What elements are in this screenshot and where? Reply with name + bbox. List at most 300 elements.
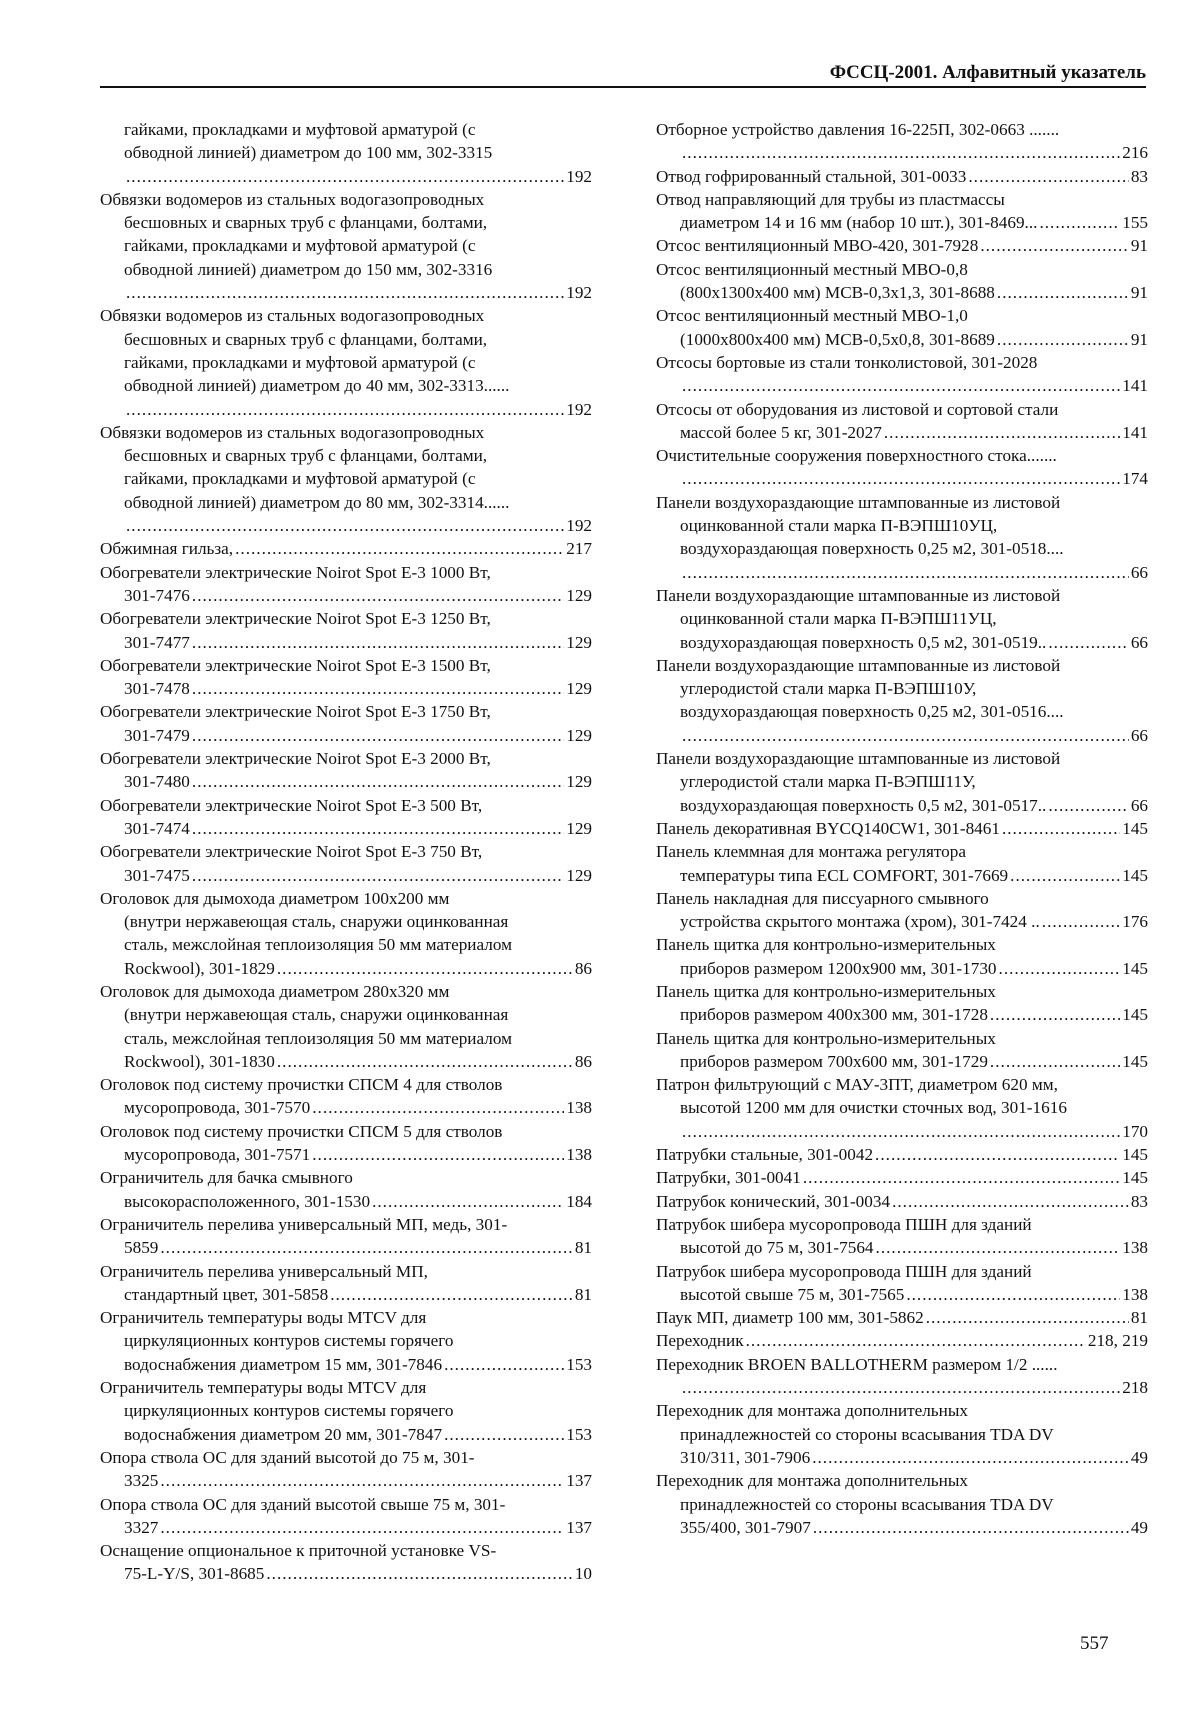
index-entry-line [100, 864, 592, 887]
index-entry [656, 1353, 1148, 1400]
entry-text: воздухораздающая поверхность 0,25 м2, 301-0516.... [680, 702, 1064, 722]
entry-text: Патрубки, 301-0041 [656, 1168, 801, 1188]
entry-text: массой более 5 кг, 301-2027 [680, 422, 882, 442]
index-entry [656, 584, 1148, 654]
index-entry [656, 747, 1148, 817]
index-entry [100, 1493, 592, 1540]
index-entry [656, 165, 1148, 188]
dot-leader [444, 1423, 564, 1446]
entry-text: Опора ствола ОС для зданий высотой до 75 м, 301- [100, 1447, 475, 1467]
entry-text: 301-7475 [124, 865, 190, 885]
entry-page-ref: 66 [1130, 725, 1148, 745]
index-entry-line [656, 281, 1148, 304]
entry-text: Отсос вентиляционный местный МВО-0,8 [656, 259, 968, 279]
index-entry-line [656, 1516, 1148, 1539]
index-entry-line [656, 840, 1148, 863]
index-entry-line [656, 980, 1148, 1003]
entry-page-ref: 81 [1130, 1308, 1148, 1328]
entry-page-ref: 174 [1122, 469, 1148, 489]
index-entry-line [100, 328, 592, 351]
dot-leader [968, 165, 1128, 188]
index-entry-line [656, 211, 1148, 234]
index-entry-line [656, 141, 1148, 164]
entry-page-ref: 66 [1130, 562, 1148, 582]
dot-leader [1042, 910, 1120, 933]
entry-page-ref: 137 [566, 1471, 592, 1491]
dot-leader [444, 1353, 564, 1376]
entry-text: Ограничитель температуры воды MTCV для [100, 1378, 427, 1398]
index-entry-line [100, 1399, 592, 1422]
index-entry [100, 794, 592, 841]
index-entry [656, 1399, 1148, 1469]
index-entry [100, 421, 592, 537]
entry-page-ref: 192 [566, 516, 592, 536]
index-entry-line [656, 118, 1148, 141]
index-entry [100, 840, 592, 887]
index-entry [656, 654, 1148, 747]
index-entry-line [100, 561, 592, 584]
entry-text: Переходник для монтажа дополнительных [656, 1401, 968, 1421]
index-entry [100, 1213, 592, 1260]
entry-text: Панели воздухораздающие штампованные из листовой [656, 492, 1061, 512]
index-entry-line [656, 304, 1148, 327]
index-entry-line [656, 165, 1148, 188]
index-entry-line [100, 1096, 592, 1119]
index-entry [656, 118, 1148, 165]
index-entry [100, 1446, 592, 1493]
entry-text: Отборное устройство давления 16-225П, 302-0663 ....... [656, 120, 1060, 139]
dot-leader [990, 1050, 1120, 1073]
index-entry [100, 747, 592, 794]
index-entry [100, 118, 592, 188]
entry-text: 75-L-Y/S, 301-8685 [124, 1564, 265, 1584]
index-entry-line [656, 421, 1148, 444]
entry-text: Панели воздухораздающие штампованные из листовой [656, 749, 1061, 769]
entry-text: Панель щитка для контрольно-измерительных [656, 1028, 996, 1048]
dot-leader [980, 234, 1129, 257]
entry-text: гайками, прокладками и муфтовой арматурой (с [124, 236, 476, 256]
entry-text: сталь, межслойная теплоизоляция 50 мм материалом [124, 935, 512, 955]
entry-text: 301-7477 [124, 632, 190, 652]
index-entry-line [100, 258, 592, 281]
entry-page-ref: 141 [1122, 376, 1148, 396]
index-entry-line [656, 1073, 1148, 1096]
entry-page-ref: 91 [1130, 329, 1148, 349]
entry-page-ref: 81 [574, 1238, 592, 1258]
entry-text: бесшовных и сварных труб с фланцами, болтами, [124, 446, 488, 466]
entry-text: воздухораздающая поверхность 0,25 м2, 301-0518.... [680, 539, 1064, 559]
entry-page-ref: 192 [566, 399, 592, 419]
entry-text: (внутри нержавеющая сталь, снаружи оцинкованная [124, 912, 509, 932]
entry-page-ref: 218, 219 [1087, 1331, 1148, 1351]
entry-text: гайками, прокладками и муфтовой арматурой (с [124, 469, 476, 489]
index-entry [656, 980, 1148, 1027]
entry-text: обводной линией) диаметром до 100 мм, 302-3315 [124, 143, 493, 163]
entry-text: Очистительные сооружения поверхностного стока....... [656, 446, 1057, 466]
index-entry-line [656, 794, 1148, 817]
entry-text: высокорасположенного, 301-1530 [124, 1191, 371, 1211]
index-entry-line [100, 770, 592, 793]
index-entry [656, 933, 1148, 980]
entry-text: 355/400, 301-7907 [680, 1517, 811, 1537]
index-entry-line [656, 374, 1148, 397]
dot-leader [126, 281, 564, 304]
entry-text: Патрубок конический, 301-0034 [656, 1191, 891, 1211]
entry-page-ref: 170 [1122, 1121, 1148, 1141]
entry-page-ref: 129 [566, 818, 592, 838]
index-entry [656, 1306, 1148, 1329]
index-entry-line [100, 1027, 592, 1050]
entry-text: Обвязки водомеров из стальных водогазопроводных [100, 422, 485, 442]
entry-text: Обвязки водомеров из стальных водогазопроводных [100, 189, 485, 209]
index-entry-line [100, 1283, 592, 1306]
index-entry-line [100, 584, 592, 607]
entry-text: Отсос вентиляционный МВО-420, 301-7928 [656, 236, 979, 256]
entry-text: 301-7478 [124, 679, 190, 699]
index-entry-line [100, 188, 592, 211]
entry-text: 301-7480 [124, 772, 190, 792]
entry-text: температуры типа ECL COMFORT, 301-7669 [680, 865, 1009, 885]
index-entry-line [100, 1423, 592, 1446]
entry-text: Обвязки водомеров из стальных водогазопроводных [100, 306, 485, 326]
entry-text: Обогреватели электрические Noirot Spot E-3 1500 Вт, [100, 655, 491, 675]
dot-leader [1039, 211, 1120, 234]
dot-leader [160, 1516, 564, 1539]
index-entry-line [656, 1306, 1148, 1329]
entry-page-ref: 129 [566, 772, 592, 792]
index-entry-line [656, 1423, 1148, 1446]
dot-leader [997, 328, 1129, 351]
entry-text: 3325 [124, 1471, 159, 1491]
index-entry-line [656, 1027, 1148, 1050]
index-column-right [656, 118, 1148, 1539]
index-entry-line [100, 1516, 592, 1539]
entry-text: Панель декоративная BYCQ140CW1, 301-8461 [656, 818, 1000, 838]
index-entry-line [100, 467, 592, 490]
index-entry-line [656, 1260, 1148, 1283]
entry-page-ref: 216 [1122, 143, 1148, 163]
index-entry-line [656, 957, 1148, 980]
index-entry [656, 444, 1148, 491]
entry-page-ref: 176 [1122, 912, 1148, 932]
index-entry [656, 817, 1148, 840]
index-entry-line [100, 141, 592, 164]
entry-text: приборов размером 400х300 мм, 301-1728 [680, 1005, 988, 1025]
entry-text: водоснабжения диаметром 20 мм, 301-7847 [124, 1424, 443, 1444]
entry-text: высотой 1200 мм для очистки сточных вод, 301-1616 [680, 1098, 1067, 1118]
index-entry-line [656, 1446, 1148, 1469]
entry-page-ref: 145 [1122, 1005, 1148, 1025]
entry-page-ref: 153 [566, 1424, 592, 1444]
index-entry [656, 1260, 1148, 1307]
index-entry-line [100, 1306, 592, 1329]
entry-page-ref: 138 [566, 1098, 592, 1118]
dot-leader [990, 1003, 1120, 1026]
entry-text: Отвод гофрированный стальной, 301-0033 [656, 166, 967, 186]
index-entry [656, 304, 1148, 351]
dot-leader [682, 1120, 1120, 1143]
dot-leader [803, 1166, 1120, 1189]
index-entry-line [656, 1166, 1148, 1189]
dot-leader [682, 141, 1120, 164]
entry-page-ref: 49 [1130, 1517, 1148, 1537]
index-entry [656, 258, 1148, 305]
index-entry [656, 1190, 1148, 1213]
entry-page-ref: 129 [566, 725, 592, 745]
index-entry-line [656, 1469, 1148, 1492]
index-entry-line [656, 700, 1148, 723]
dot-leader [160, 1469, 564, 1492]
entry-text: Обогреватели электрические Noirot Spot E-3 750 Вт, [100, 842, 483, 862]
index-entry-line [100, 747, 592, 770]
index-entry-line [656, 864, 1148, 887]
index-entry-line [100, 421, 592, 444]
dot-leader [126, 398, 564, 421]
index-entry [100, 1376, 592, 1446]
entry-page-ref: 137 [566, 1517, 592, 1537]
index-entry-line [100, 118, 592, 141]
entry-text: Отсосы от оборудования из листовой и сортовой стали [656, 399, 1059, 419]
entry-text: мусоропровода, 301-7571 [124, 1145, 311, 1165]
index-entry-line [656, 1399, 1148, 1422]
entry-text: 301-7476 [124, 585, 190, 605]
entry-page-ref: 145 [1122, 865, 1148, 885]
index-entry-line [100, 1493, 592, 1516]
entry-text: мусоропровода, 301-7570 [124, 1098, 311, 1118]
index-entry [656, 234, 1148, 257]
index-entry-line [656, 770, 1148, 793]
entry-text: 3327 [124, 1517, 159, 1537]
entry-page-ref: 145 [1122, 1145, 1148, 1165]
entry-text: приборов размером 1200х900 мм, 301-1730 [680, 958, 997, 978]
index-entry-line [100, 1446, 592, 1469]
index-entry-line [100, 537, 592, 560]
index-entry-line [100, 304, 592, 327]
index-entry-line [656, 654, 1148, 677]
entry-text: диаметром 14 и 16 мм (набор 10 шт.), 301-8469... [680, 213, 1038, 233]
entry-page-ref: 10 [574, 1564, 592, 1584]
index-entry-line [656, 631, 1148, 654]
entry-text: Панель щитка для контрольно-измерительных [656, 981, 996, 1001]
index-entry-line [656, 1283, 1148, 1306]
dot-leader [926, 1306, 1129, 1329]
index-entry-line [656, 1376, 1148, 1399]
entry-text: Ограничитель температуры воды MTCV для [100, 1308, 427, 1328]
index-entry [100, 561, 592, 608]
dot-leader [876, 1236, 1121, 1259]
page-number: 557 [1080, 1633, 1109, 1654]
dot-leader [1048, 631, 1128, 654]
dot-leader [372, 1190, 564, 1213]
entry-text: Патрубки стальные, 301-0042 [656, 1145, 874, 1165]
index-entry-line [100, 677, 592, 700]
dot-leader [312, 1143, 564, 1166]
dot-leader [813, 1516, 1129, 1539]
entry-page-ref: 138 [1122, 1238, 1148, 1258]
index-entry-line [656, 351, 1148, 374]
entry-page-ref: 129 [566, 865, 592, 885]
dot-leader [192, 631, 564, 654]
entry-text: Панель щитка для контрольно-измерительных [656, 935, 996, 955]
index-entry-line [100, 910, 592, 933]
index-entry-line [656, 561, 1148, 584]
entry-text: Обогреватели электрические Noirot Spot E-3 1250 Вт, [100, 609, 491, 629]
entry-page-ref: 138 [1122, 1284, 1148, 1304]
entry-text: Отвод направляющий для трубы из пластмассы [656, 189, 1005, 209]
entry-text: Панель накладная для писсуарного смывного [656, 888, 989, 908]
entry-page-ref: 66 [1130, 795, 1148, 815]
dot-leader [682, 1376, 1120, 1399]
index-entry [656, 1469, 1148, 1539]
index-entry-line [100, 840, 592, 863]
index-entry-line [100, 1469, 592, 1492]
index-entry-line [656, 1493, 1148, 1516]
entry-text: Обжимная гильза, [100, 539, 234, 559]
entry-text: воздухораздающая поверхность 0,5 м2, 301-0519.. [680, 632, 1047, 652]
index-entry-line [656, 910, 1148, 933]
entry-text: Оголовок под систему прочистки СПСМ 4 для стволов [100, 1075, 503, 1095]
entry-text: 301-7479 [124, 725, 190, 745]
entry-page-ref: 83 [1130, 166, 1148, 186]
dot-leader [277, 957, 573, 980]
entry-text: Переходник [656, 1331, 744, 1351]
entry-text: Ограничитель перелива универсальный МП, [100, 1261, 428, 1281]
index-entry-line [656, 584, 1148, 607]
entry-page-ref: 129 [566, 679, 592, 699]
entry-text: Отсосы бортовые из стали тонколистовой, 301-2028 [656, 352, 1038, 372]
index-entry-line [656, 887, 1148, 910]
dot-leader [192, 817, 564, 840]
dot-leader [997, 281, 1129, 304]
entry-text: Обогреватели электрические Noirot Spot E-3 1750 Вт, [100, 702, 491, 722]
index-entry [100, 1166, 592, 1213]
index-entry-line [100, 211, 592, 234]
entry-text: Опора ствола ОС для зданий высотой свыше 75 м, 301- [100, 1494, 506, 1514]
index-entry-line [656, 188, 1148, 211]
dot-leader [1010, 864, 1120, 887]
dot-leader [1002, 817, 1120, 840]
index-entry [100, 304, 592, 420]
index-entry [656, 1073, 1148, 1143]
dot-leader [192, 677, 564, 700]
entry-page-ref: 49 [1130, 1447, 1148, 1467]
index-entry-line [656, 467, 1148, 490]
entry-text: Rockwool), 301-1830 [124, 1051, 275, 1071]
index-entry-line [100, 1120, 592, 1143]
index-entry-line [100, 1166, 592, 1189]
entry-text: Оснащение опциональное к приточной установке VS- [100, 1541, 497, 1561]
dot-leader [892, 1190, 1129, 1213]
entry-page-ref: 217 [566, 539, 592, 559]
entry-text: высотой до 75 м, 301-7564 [680, 1238, 874, 1258]
index-entry [100, 654, 592, 701]
dot-leader [126, 165, 564, 188]
index-entry [656, 887, 1148, 934]
running-header [100, 62, 1146, 88]
index-entry-line [656, 444, 1148, 467]
index-entry-line [100, 281, 592, 304]
entry-text: устройства скрытого монтажа (хром), 301-7424 .. [680, 912, 1040, 932]
index-entry-line [100, 1003, 592, 1026]
index-entry-line [656, 1050, 1148, 1073]
index-entry-line [100, 980, 592, 1003]
entry-text: приборов размером 700х600 мм, 301-1729 [680, 1051, 988, 1071]
index-entry-line [100, 1562, 592, 1585]
index-column-left [100, 118, 592, 1586]
entry-text: Оголовок под систему прочистки СПСМ 5 для стволов [100, 1121, 503, 1141]
index-entry [100, 700, 592, 747]
dot-leader [192, 584, 564, 607]
index-entry [656, 398, 1148, 445]
entry-page-ref: 66 [1130, 632, 1148, 652]
index-entry-line [100, 794, 592, 817]
index-entry-line [656, 817, 1148, 840]
index-entry-line [100, 887, 592, 910]
index-entry-line [100, 1190, 592, 1213]
dot-leader [266, 1562, 572, 1585]
index-entry-line [656, 491, 1148, 514]
entry-page-ref: 184 [566, 1191, 592, 1211]
index-entry [100, 980, 592, 1073]
entry-text: 301-7474 [124, 818, 190, 838]
index-entry-line [656, 1236, 1148, 1259]
entry-page-ref: 145 [1122, 1168, 1148, 1188]
index-entry [100, 1120, 592, 1167]
entry-text: принадлежностей со стороны всасывания TDA DV [680, 1424, 1054, 1444]
entry-text: бесшовных и сварных труб с фланцами, болтами, [124, 213, 488, 233]
entry-text: бесшовных и сварных труб с фланцами, болтами, [124, 329, 488, 349]
index-entry [100, 887, 592, 980]
index-entry-line [100, 398, 592, 421]
dot-leader [1048, 794, 1128, 817]
dot-leader [682, 374, 1120, 397]
entry-page-ref: 192 [566, 166, 592, 186]
index-entry-line [100, 1353, 592, 1376]
index-entry-line [100, 1143, 592, 1166]
index-entry [100, 1260, 592, 1307]
entry-page-ref: 153 [566, 1354, 592, 1374]
index-entry-line [656, 747, 1148, 770]
dot-leader [682, 724, 1129, 747]
entry-text: Обогреватели электрические Noirot Spot E-3 2000 Вт, [100, 749, 491, 769]
entry-text: (внутри нержавеющая сталь, снаружи оцинкованная [124, 1005, 509, 1025]
entry-text: сталь, межслойная теплоизоляция 50 мм материалом [124, 1028, 512, 1048]
entry-page-ref: 192 [566, 283, 592, 303]
index-entry-line [656, 1003, 1148, 1026]
entry-text: гайками, прокладками и муфтовой арматурой (с [124, 120, 476, 139]
index-entry-line [100, 234, 592, 257]
entry-text: циркуляционных контуров системы горячего [124, 1401, 454, 1421]
index-entry-line [100, 444, 592, 467]
dot-leader [277, 1050, 573, 1073]
dot-leader [235, 537, 564, 560]
entry-text: Панель клеммная для монтажа регулятора [656, 842, 966, 862]
entry-text: Отсос вентиляционный местный МВО-1,0 [656, 306, 968, 326]
entry-text: обводной линией) диаметром до 150 мм, 302-3316 [124, 259, 493, 279]
index-entry-line [100, 1539, 592, 1562]
index-entry-line [100, 165, 592, 188]
entry-text: Панели воздухораздающие штампованные из листовой [656, 585, 1061, 605]
entry-text: Паук МП, диаметр 100 мм, 301-5862 [656, 1308, 924, 1328]
index-entry-line [656, 514, 1148, 537]
index-entry-line [100, 631, 592, 654]
index-entry [656, 1213, 1148, 1260]
entry-page-ref: 138 [566, 1145, 592, 1165]
entry-page-ref: 91 [1130, 283, 1148, 303]
entry-text: 310/311, 301-7906 [680, 1447, 811, 1467]
dot-leader [682, 467, 1120, 490]
entry-text: Переходник для монтажа дополнительных [656, 1471, 968, 1491]
